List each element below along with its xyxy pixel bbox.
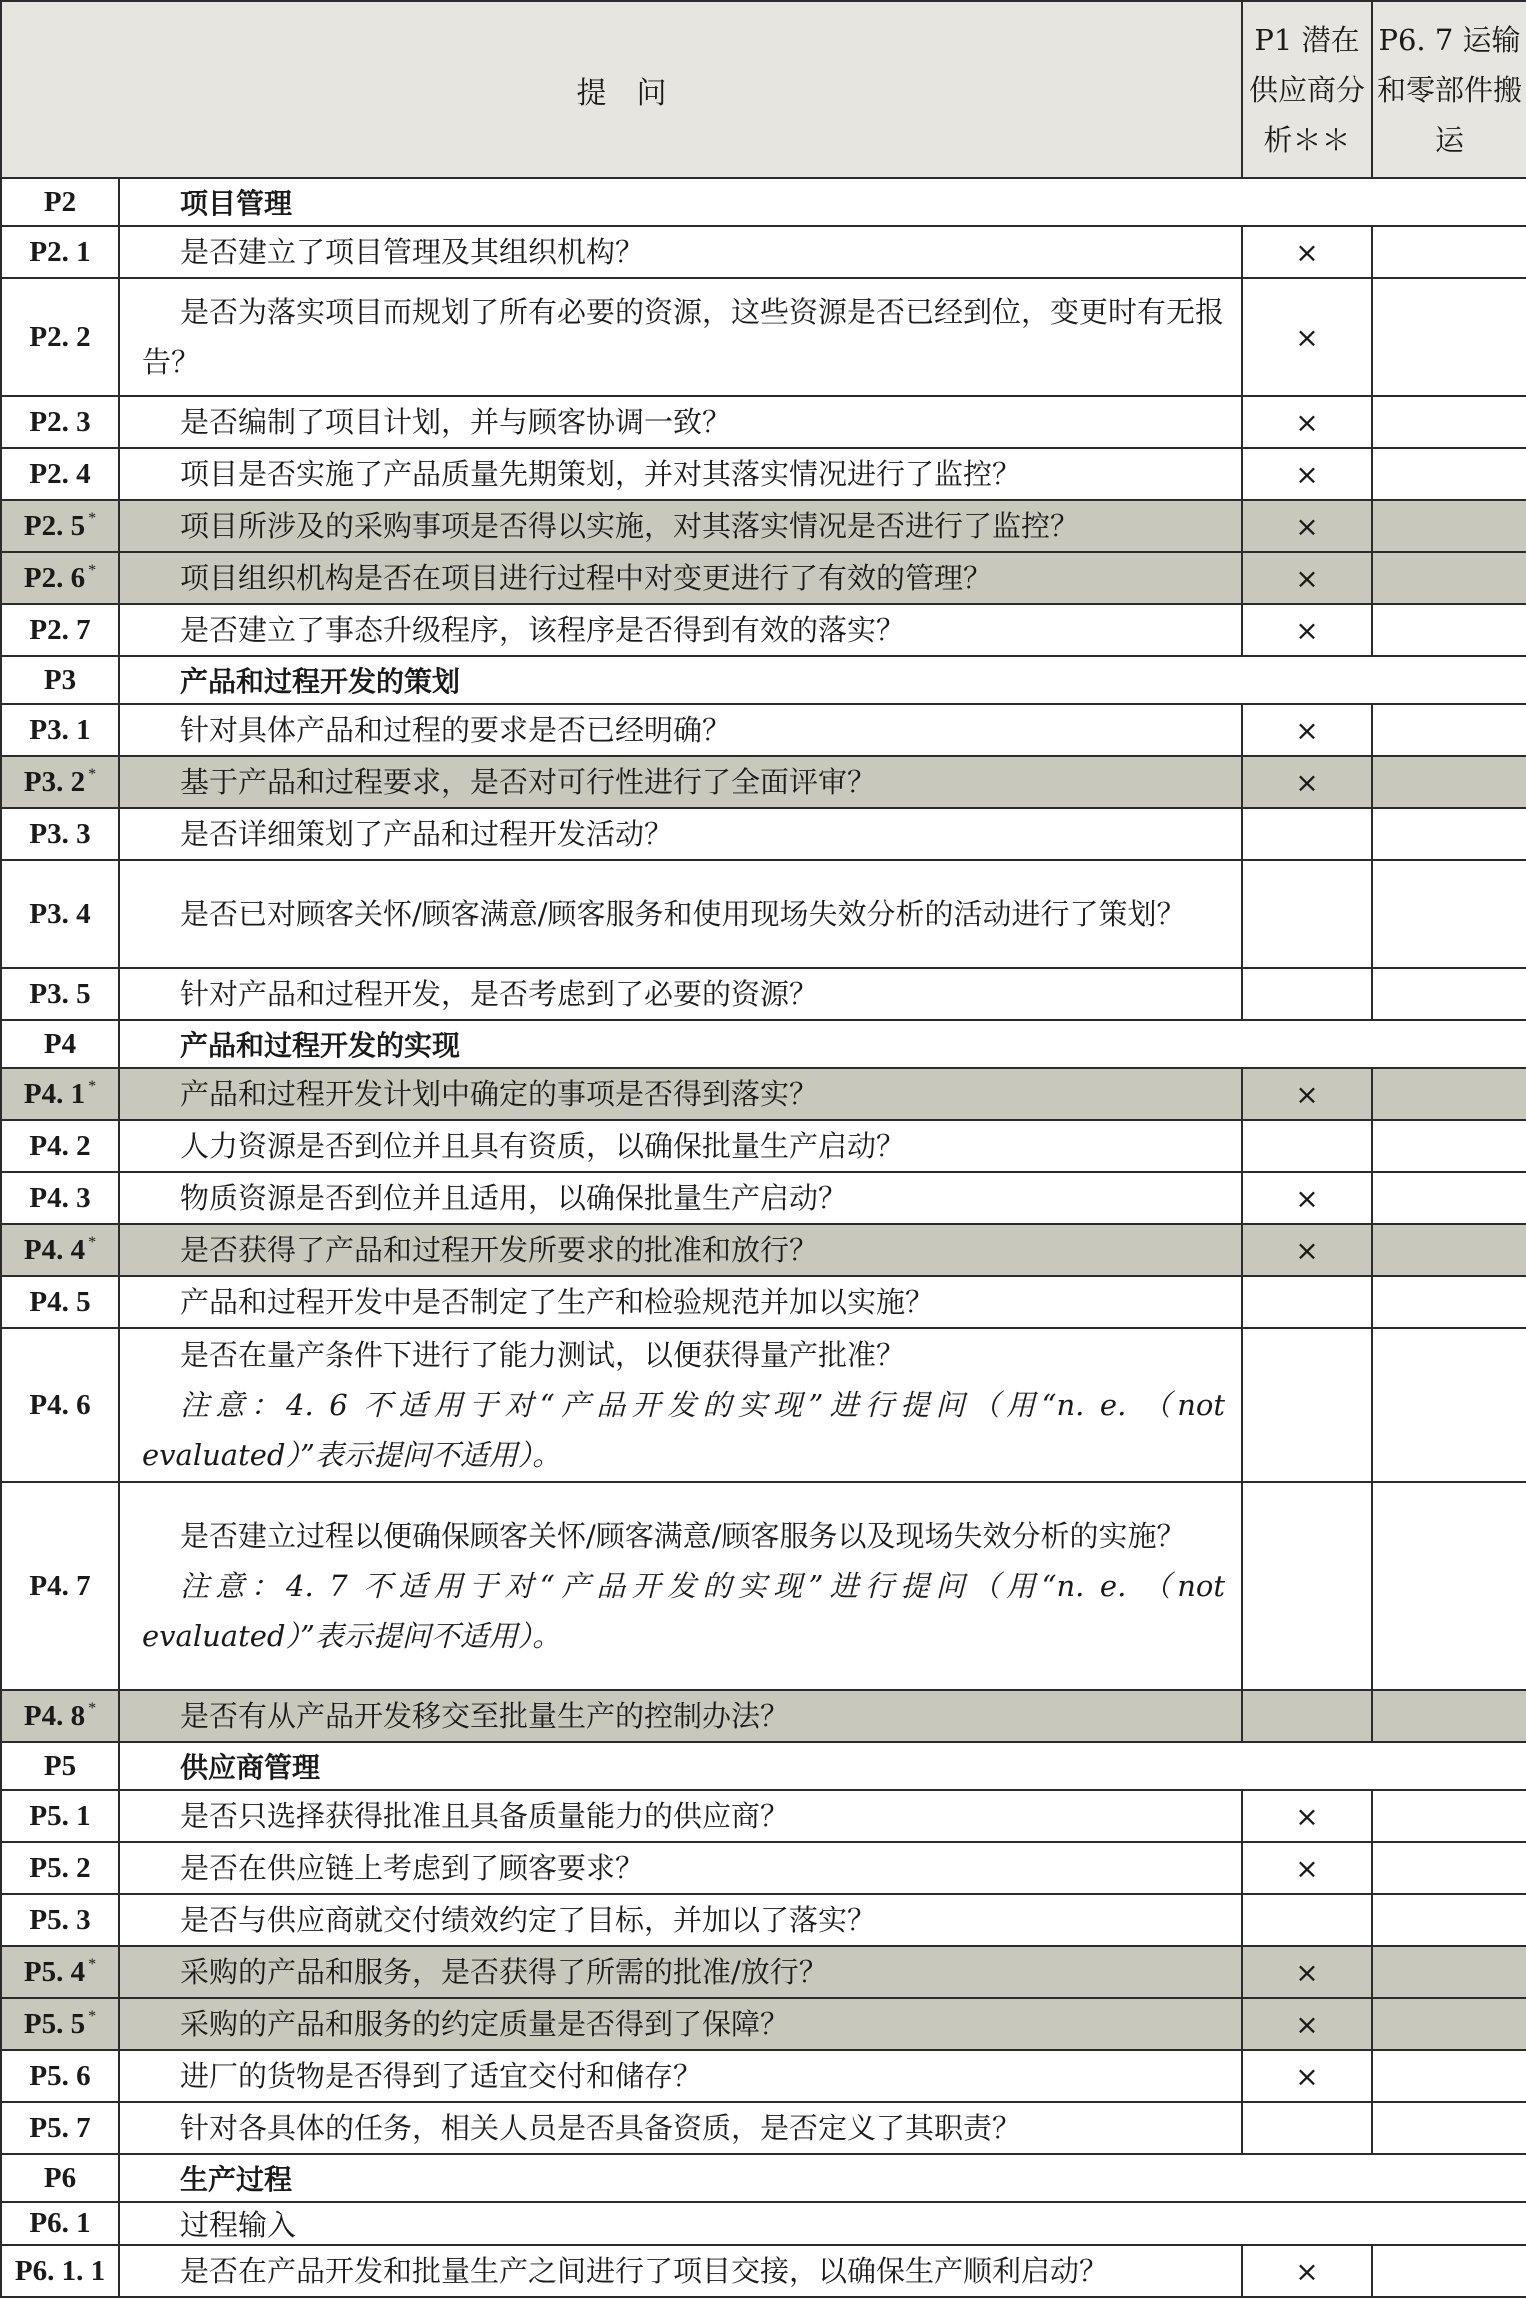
question-row xyxy=(1,1842,1526,1894)
question-text: 针对产品和过程开发，是否考虑到了必要的资源？ xyxy=(180,977,819,1011)
subsection-row xyxy=(1,2202,1526,2245)
p67-mark-cell xyxy=(1372,1894,1526,1946)
p67-mark-cell xyxy=(1372,1120,1526,1172)
section-row xyxy=(1,178,1526,226)
p1-mark-cell xyxy=(1242,968,1372,1020)
question-row xyxy=(1,860,1526,968)
question-id xyxy=(1,2050,119,2102)
question-row xyxy=(1,1946,1526,1998)
question-note: 注意：4. 6 不适用于对“产品开发的实现”进行提问（用“n. e. （not evaluated）”表示提问不适用）。 xyxy=(142,1388,1225,1472)
question-id-text: P5. 3 xyxy=(29,1903,91,1936)
star-marker: * xyxy=(88,509,97,527)
p1-mark-cell: × xyxy=(1242,704,1372,756)
question-text: 产品和过程开发计划中确定的事项是否得到落实？ xyxy=(180,1077,819,1111)
question-id-text: P4. 4 xyxy=(23,1233,86,1266)
p67-mark-cell xyxy=(1372,2050,1526,2102)
section-id: P4 xyxy=(1,1020,119,1068)
question-id-text: P2. 1 xyxy=(29,235,91,268)
p1-mark-cell xyxy=(1242,1482,1372,1690)
p1-column-header: P1 潜在供应商分析＊＊ xyxy=(1242,1,1372,178)
question-column-header: 提 问 xyxy=(1,1,1242,178)
section-row xyxy=(1,656,1526,704)
p67-mark-cell xyxy=(1372,552,1526,604)
question-id-text: P2. 3 xyxy=(29,405,91,438)
question-id xyxy=(1,1690,119,1742)
question-row xyxy=(1,1998,1526,2050)
question-note: 注意：4. 7 不适用于对“产品开发的实现”进行提问（用“n. e. （not evaluated）”表示提问不适用）。 xyxy=(142,1569,1225,1653)
p67-mark-cell xyxy=(1372,448,1526,500)
p1-mark-cell: × xyxy=(1242,278,1372,396)
question-text: 是否为落实项目而规划了所有必要的资源，这些资源是否已经到位，变更时有无报告？ xyxy=(142,295,1225,379)
question-id-text: P4. 2 xyxy=(29,1129,91,1162)
question-id xyxy=(1,1328,119,1482)
p67-mark-cell xyxy=(1372,968,1526,1020)
question-text-cell xyxy=(119,1946,1242,1998)
question-row xyxy=(1,1482,1526,1690)
question-id-text: P2. 4 xyxy=(29,457,91,490)
question-text: 是否只选择获得批准且具备质量能力的供应商？ xyxy=(180,1799,790,1833)
p1-mark-cell xyxy=(1242,1120,1372,1172)
section-row xyxy=(1,1742,1526,1790)
p67-mark-cell xyxy=(1372,278,1526,396)
question-id xyxy=(1,756,119,808)
question-row xyxy=(1,500,1526,552)
p1-mark-cell xyxy=(1242,808,1372,860)
p67-mark-cell xyxy=(1372,1790,1526,1842)
section-title: 生产过程 xyxy=(119,2154,1526,2202)
question-text: 是否已对顾客关怀/顾客满意/顾客服务和使用现场失效分析的活动进行了策划？ xyxy=(180,897,1186,931)
question-text-cell xyxy=(119,1482,1242,1690)
question-id-text: P4. 5 xyxy=(29,1285,91,1318)
question-row xyxy=(1,1894,1526,1946)
star-marker: * xyxy=(88,561,97,579)
p67-mark-cell xyxy=(1372,2102,1526,2154)
question-id-text: P2. 5 xyxy=(23,509,86,542)
question-id-text: P4. 1 xyxy=(23,1077,86,1110)
p1-mark-cell: × xyxy=(1242,2245,1372,2297)
question-id xyxy=(1,604,119,656)
question-id-text: P5. 4 xyxy=(23,1955,86,1988)
question-text-cell xyxy=(119,278,1242,396)
p1-mark-cell: × xyxy=(1242,396,1372,448)
p1-mark-cell: × xyxy=(1242,226,1372,278)
p67-mark-cell xyxy=(1372,1482,1526,1690)
table-header-row xyxy=(1,1,1526,178)
question-text-cell xyxy=(119,1328,1242,1482)
question-id xyxy=(1,552,119,604)
question-id xyxy=(1,1842,119,1894)
question-row xyxy=(1,808,1526,860)
question-id-text: P4. 3 xyxy=(29,1181,91,1214)
question-id-text: P3. 1 xyxy=(29,713,91,746)
p1-mark-cell: × xyxy=(1242,1790,1372,1842)
question-id-text: P4. 6 xyxy=(29,1388,91,1421)
question-row xyxy=(1,756,1526,808)
question-text: 是否建立了事态升级程序，该程序是否得到有效的落实？ xyxy=(180,613,906,647)
p67-mark-cell xyxy=(1372,1172,1526,1224)
question-text: 物质资源是否到位并且适用，以确保批量生产启动？ xyxy=(180,1181,848,1215)
p1-mark-cell: × xyxy=(1242,1068,1372,1120)
question-id xyxy=(1,704,119,756)
p1-mark-cell: × xyxy=(1242,1842,1372,1894)
p1-mark-cell xyxy=(1242,1894,1372,1946)
p1-mark-cell: × xyxy=(1242,448,1372,500)
question-id xyxy=(1,1790,119,1842)
p67-column-header: P6. 7 运输和零部件搬运 xyxy=(1372,1,1526,178)
question-row xyxy=(1,1690,1526,1742)
question-id xyxy=(1,1224,119,1276)
question-text: 是否获得了产品和过程开发所要求的批准和放行？ xyxy=(180,1233,819,1267)
question-text-cell xyxy=(119,1224,1242,1276)
question-id xyxy=(1,226,119,278)
question-text: 项目是否实施了产品质量先期策划，并对其落实情况进行了监控？ xyxy=(180,457,1022,491)
question-text: 采购的产品和服务的约定质量是否得到了保障？ xyxy=(180,2007,790,2041)
section-row xyxy=(1,1020,1526,1068)
p67-mark-cell xyxy=(1372,500,1526,552)
question-id-text: P2. 2 xyxy=(29,320,91,353)
question-id xyxy=(1,2245,119,2297)
p1-mark-cell xyxy=(1242,1690,1372,1742)
question-text: 产品和过程开发中是否制定了生产和检验规范并加以实施？ xyxy=(180,1285,935,1319)
p1-mark-cell xyxy=(1242,2102,1372,2154)
p67-mark-cell xyxy=(1372,1068,1526,1120)
question-text: 是否在产品开发和批量生产之间进行了项目交接，以确保生产顺利启动？ xyxy=(180,2254,1109,2288)
p1-mark-cell: × xyxy=(1242,1998,1372,2050)
question-id xyxy=(1,1120,119,1172)
p67-mark-cell xyxy=(1372,756,1526,808)
question-text: 项目组织机构是否在项目进行过程中对变更进行了有效的管理？ xyxy=(180,561,993,595)
p1-mark-cell: × xyxy=(1242,500,1372,552)
question-text: 针对各具体的任务，相关人员是否具备资质，是否定义了其职责？ xyxy=(180,2111,1022,2145)
question-text: 采购的产品和服务，是否获得了所需的批准/放行？ xyxy=(180,1955,828,1989)
star-marker: * xyxy=(88,2007,97,2025)
question-id-text: P3. 3 xyxy=(29,817,91,850)
p67-mark-cell xyxy=(1372,396,1526,448)
question-text: 是否与供应商就交付绩效约定了目标，并加以了落实？ xyxy=(180,1903,877,1937)
p1-mark-cell: × xyxy=(1242,604,1372,656)
question-text-cell xyxy=(119,604,1242,656)
question-row xyxy=(1,1068,1526,1120)
question-id xyxy=(1,500,119,552)
question-id-text: P4. 7 xyxy=(29,1569,91,1602)
section-id: P3 xyxy=(1,656,119,704)
question-text-cell xyxy=(119,1276,1242,1328)
question-id xyxy=(1,1946,119,1998)
question-row xyxy=(1,1790,1526,1842)
p67-mark-cell xyxy=(1372,226,1526,278)
question-id xyxy=(1,2102,119,2154)
question-id xyxy=(1,808,119,860)
question-id xyxy=(1,1172,119,1224)
p1-mark-cell xyxy=(1242,1328,1372,1482)
p67-mark-cell xyxy=(1372,604,1526,656)
question-text-cell xyxy=(119,396,1242,448)
question-text: 是否建立了项目管理及其组织机构？ xyxy=(180,235,645,269)
question-text-cell xyxy=(119,2102,1242,2154)
question-text: 基于产品和过程要求，是否对可行性进行了全面评审？ xyxy=(180,765,877,799)
question-id xyxy=(1,1894,119,1946)
question-text: 人力资源是否到位并且具有资质，以确保批量生产启动？ xyxy=(180,1129,906,1163)
p67-mark-cell xyxy=(1372,1690,1526,1742)
question-id xyxy=(1,968,119,1020)
question-text-cell xyxy=(119,808,1242,860)
question-id xyxy=(1,860,119,968)
question-text-cell xyxy=(119,1068,1242,1120)
question-row xyxy=(1,2050,1526,2102)
question-text-cell xyxy=(119,704,1242,756)
question-row xyxy=(1,704,1526,756)
question-text: 是否编制了项目计划，并与顾客协调一致？ xyxy=(180,405,732,439)
p67-mark-cell xyxy=(1372,808,1526,860)
question-id-text: P6. 1. 1 xyxy=(14,2254,106,2287)
question-row xyxy=(1,604,1526,656)
question-id xyxy=(1,448,119,500)
section-id: P2 xyxy=(1,178,119,226)
question-row xyxy=(1,448,1526,500)
question-text-cell xyxy=(119,1894,1242,1946)
question-id-text: P2. 6 xyxy=(23,561,86,594)
question-id-text: P2. 7 xyxy=(29,613,91,646)
question-id-text: P5. 1 xyxy=(29,1799,91,1832)
p1-mark-cell: × xyxy=(1242,1224,1372,1276)
question-row xyxy=(1,396,1526,448)
p1-mark-cell: × xyxy=(1242,1946,1372,1998)
p67-mark-cell xyxy=(1372,1328,1526,1482)
question-text-cell xyxy=(119,226,1242,278)
section-title: 产品和过程开发的策划 xyxy=(119,656,1526,704)
p67-mark-cell xyxy=(1372,1946,1526,1998)
p1-mark-cell: × xyxy=(1242,1172,1372,1224)
section-id: P6. 1 xyxy=(1,2202,119,2245)
question-text-cell xyxy=(119,1120,1242,1172)
question-id-text: P5. 5 xyxy=(23,2007,86,2040)
question-text-cell xyxy=(119,552,1242,604)
question-row xyxy=(1,1328,1526,1482)
question-row xyxy=(1,278,1526,396)
p1-mark-cell: × xyxy=(1242,552,1372,604)
p67-mark-cell xyxy=(1372,1998,1526,2050)
question-text-cell xyxy=(119,1790,1242,1842)
question-id xyxy=(1,1998,119,2050)
question-row xyxy=(1,1276,1526,1328)
question-row xyxy=(1,1120,1526,1172)
question-id-text: P5. 6 xyxy=(29,2059,91,2092)
p67-mark-cell xyxy=(1372,2245,1526,2297)
question-text: 是否建立过程以便确保顾客关怀/顾客满意/顾客服务以及现场失效分析的实施？ xyxy=(180,1519,1186,1553)
p1-mark-cell: × xyxy=(1242,756,1372,808)
table-body xyxy=(1,178,1526,2297)
section-title: 过程输入 xyxy=(119,2202,1526,2245)
section-title: 供应商管理 xyxy=(119,1742,1526,1790)
question-row xyxy=(1,226,1526,278)
section-title: 项目管理 xyxy=(119,178,1526,226)
question-id xyxy=(1,1068,119,1120)
question-row xyxy=(1,968,1526,1020)
question-id-text: P5. 7 xyxy=(29,2111,91,2144)
question-text: 是否详细策划了产品和过程开发活动？ xyxy=(180,817,674,851)
question-text-cell xyxy=(119,1690,1242,1742)
star-marker: * xyxy=(88,1699,97,1717)
question-text: 针对具体产品和过程的要求是否已经明确？ xyxy=(180,713,732,747)
question-id xyxy=(1,1482,119,1690)
question-text-cell xyxy=(119,756,1242,808)
section-row xyxy=(1,2154,1526,2202)
question-id xyxy=(1,396,119,448)
question-row xyxy=(1,2102,1526,2154)
star-marker: * xyxy=(88,1955,97,1973)
question-text: 项目所涉及的采购事项是否得以实施，对其落实情况是否进行了监控？ xyxy=(180,509,1080,543)
question-text-cell xyxy=(119,448,1242,500)
question-text-cell xyxy=(119,1842,1242,1894)
question-id-text: P5. 2 xyxy=(29,1851,91,1884)
question-row xyxy=(1,1172,1526,1224)
question-text: 是否有从产品开发移交至批量生产的控制办法？ xyxy=(180,1699,790,1733)
question-text-cell xyxy=(119,860,1242,968)
p1-mark-cell: × xyxy=(1242,2050,1372,2102)
question-row xyxy=(1,2245,1526,2297)
question-id-text: P3. 5 xyxy=(29,977,91,1010)
question-row xyxy=(1,1224,1526,1276)
star-marker: * xyxy=(88,1077,97,1095)
question-id xyxy=(1,278,119,396)
question-id-text: P4. 8 xyxy=(23,1699,86,1732)
p67-mark-cell xyxy=(1372,860,1526,968)
question-text-cell xyxy=(119,1172,1242,1224)
question-id-text: P3. 2 xyxy=(23,765,86,798)
question-id-text: P3. 4 xyxy=(29,897,91,930)
question-text: 是否在量产条件下进行了能力测试，以便获得量产批准？ xyxy=(180,1338,906,1372)
question-text-cell xyxy=(119,2245,1242,2297)
star-marker: * xyxy=(88,765,97,783)
question-text: 是否在供应链上考虑到了顾客要求？ xyxy=(180,1851,645,1885)
section-id: P5 xyxy=(1,1742,119,1790)
p67-mark-cell xyxy=(1372,1276,1526,1328)
question-text-cell xyxy=(119,500,1242,552)
p67-mark-cell xyxy=(1372,1224,1526,1276)
section-id: P6 xyxy=(1,2154,119,2202)
p1-mark-cell xyxy=(1242,860,1372,968)
question-text: 进厂的货物是否得到了适宜交付和储存？ xyxy=(180,2059,703,2093)
question-id xyxy=(1,1276,119,1328)
question-row xyxy=(1,552,1526,604)
question-text-cell xyxy=(119,2050,1242,2102)
star-marker: * xyxy=(88,1233,97,1251)
p67-mark-cell xyxy=(1372,1842,1526,1894)
question-text-cell xyxy=(119,1998,1242,2050)
section-title: 产品和过程开发的实现 xyxy=(119,1020,1526,1068)
question-text-cell xyxy=(119,968,1242,1020)
p1-mark-cell xyxy=(1242,1276,1372,1328)
p67-mark-cell xyxy=(1372,704,1526,756)
